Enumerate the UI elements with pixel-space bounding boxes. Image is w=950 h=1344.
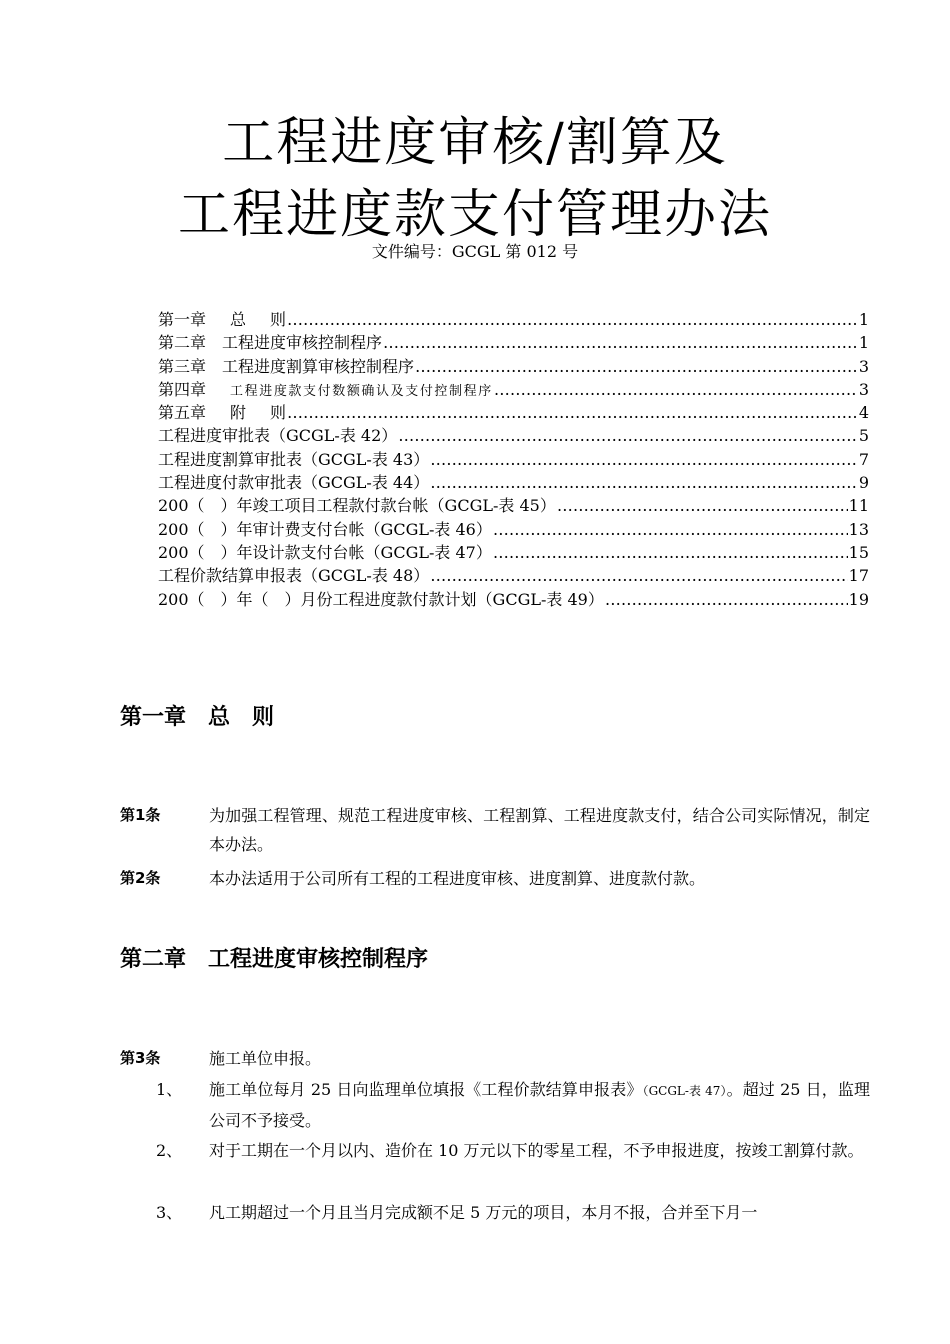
toc-leader-dots	[493, 518, 848, 541]
item-number: 1、	[156, 1080, 183, 1099]
toc-leader-dots	[430, 564, 847, 587]
toc-entry-form-49[interactable]: 200（ ）年（ ）月份工程进度款付款计划（GCGL-表 49） …………………………………………………………………………………………………………………………………………………………………………………………………………………………………… 19	[158, 588, 869, 611]
document-title-line1: 工程进度审核/割算及	[222, 113, 728, 173]
chapter-1-heading: 第一章 总 则	[120, 705, 275, 730]
toc-page-number: 1	[858, 310, 869, 329]
table-of-contents	[158, 308, 869, 611]
toc-page-number: 9	[858, 473, 869, 493]
toc-entry-form-46[interactable]: 200（ ）年审计费支付台帐（GCGL-表 46） …………………………………………………………………………………………………………………………………………………………………………………………………………………………………… 13	[158, 518, 869, 541]
toc-page-number: 15	[848, 542, 869, 562]
list-item	[120, 1136, 870, 1165]
toc-leader-dots	[287, 401, 858, 424]
toc-page-number: 17	[848, 566, 869, 586]
toc-entry-form-47[interactable]: 200（ ）年设计款支付台帐（GCGL-表 47） …………………………………………………………………………………………………………………………………………………………………………………………………………………………………… 15	[158, 541, 869, 564]
item-text: 对于工期在一个月以内、造价在 10 万元以下的零星工程，不予申报进度，按竣工割算付款。	[209, 1141, 864, 1160]
toc-leader-dots	[287, 308, 858, 331]
toc-page-number: 4	[858, 403, 869, 423]
toc-entry-chapter-3[interactable]: 第三章 工程进度割算审核控制程序 …………………………………………………………………………………………………………………………………………………………………………………………………………………………………… 3	[158, 355, 869, 378]
toc-leader-dots	[415, 355, 858, 378]
item-text: 施工单位每月 25 日向监理单位填报《工程价款结算申报表》（GCGL-表 47）。超过 25 日，监理公司不予接受。	[209, 1080, 870, 1130]
toc-leader-dots	[493, 541, 848, 564]
article-2	[120, 864, 870, 893]
toc-entry-chapter-5[interactable]: 第五章 附 则 …………………………………………………………………………………………………………………………………………………………………………………………………………………………………… 4	[158, 401, 869, 424]
list-item	[120, 1075, 870, 1135]
toc-page-number: 5	[858, 426, 869, 446]
toc-leader-dots	[494, 378, 858, 401]
article-3	[120, 1044, 870, 1073]
toc-leader-dots	[605, 588, 848, 611]
item-text: 凡工期超过一个月且当月完成额不足 5 万元的项目，本月不报，合并至下月一	[209, 1203, 758, 1222]
toc-entry-form-44[interactable]: 工程进度付款审批表（GCGL-表 44） …………………………………………………………………………………………………………………………………………………………………………………………………………………………………… 9	[158, 471, 869, 494]
toc-entry-form-48[interactable]: 工程价款结算申报表（GCGL-表 48） …………………………………………………………………………………………………………………………………………………………………………………………………………………………………… 17	[158, 564, 869, 587]
article-number: 第3条	[120, 1049, 161, 1067]
toc-leader-dots	[557, 494, 848, 517]
toc-entry-form-45[interactable]: 200（ ）年竣工项目工程款付款台帐（GCGL-表 45） …………………………………………………………………………………………………………………………………………………………………………………………………………………………………… 11	[158, 494, 869, 517]
article-text: 为加强工程管理、规范工程进度审核、工程割算、工程进度款支付，结合公司实际情况，制定本办法。	[209, 806, 870, 854]
toc-page-number: 11	[848, 496, 869, 516]
document-title-line2: 工程进度款支付管理办法	[177, 185, 772, 245]
article-number: 第2条	[120, 869, 161, 887]
article-text: 本办法适用于公司所有工程的工程进度审核、进度割算、进度款付款。	[209, 869, 706, 888]
item-number: 3、	[156, 1203, 183, 1222]
toc-leader-dots	[430, 448, 858, 471]
toc-page-number: 1	[858, 333, 869, 353]
toc-page-number: 3	[858, 356, 869, 376]
toc-leader-dots	[383, 331, 858, 354]
toc-page-number: 7	[858, 449, 869, 469]
toc-page-number: 3	[858, 379, 869, 399]
toc-page-number: 13	[848, 519, 869, 539]
article-number: 第1条	[120, 806, 161, 824]
article-1	[120, 801, 870, 859]
toc-leader-dots	[398, 424, 858, 447]
article-text: 施工单位申报。	[209, 1049, 322, 1068]
toc-entry-chapter-4[interactable]: 第四章 工程进度款支付数额确认及支付控制程序 …………………………………………………………………………………………………………………………………………………………………………………………………………………………………… 3	[158, 378, 869, 401]
toc-entry-chapter-2[interactable]: 第二章 工程进度审核控制程序 …………………………………………………………………………………………………………………………………………………………………………………………………………………………………… 1	[158, 331, 869, 354]
toc-entry-chapter-1[interactable]: 第一章 总 则 …………………………………………………………………………………………………………………………………………………………………………………………………………………………………… 1	[158, 308, 869, 331]
toc-leader-dots	[430, 471, 858, 494]
toc-entry-form-42[interactable]: 工程进度审批表（GCGL-表 42） …………………………………………………………………………………………………………………………………………………………………………………………………………………………………… 5	[158, 424, 869, 447]
document-number: 文件编号：GCGL 第 012 号	[371, 242, 579, 261]
toc-page-number: 19	[848, 589, 869, 609]
toc-entry-form-43[interactable]: 工程进度割算审批表（GCGL-表 43） …………………………………………………………………………………………………………………………………………………………………………………………………………………………………… 7	[158, 448, 869, 471]
list-item	[120, 1198, 870, 1227]
item-number: 2、	[156, 1141, 183, 1160]
chapter-2-heading: 第二章 工程进度审核控制程序	[120, 947, 429, 972]
